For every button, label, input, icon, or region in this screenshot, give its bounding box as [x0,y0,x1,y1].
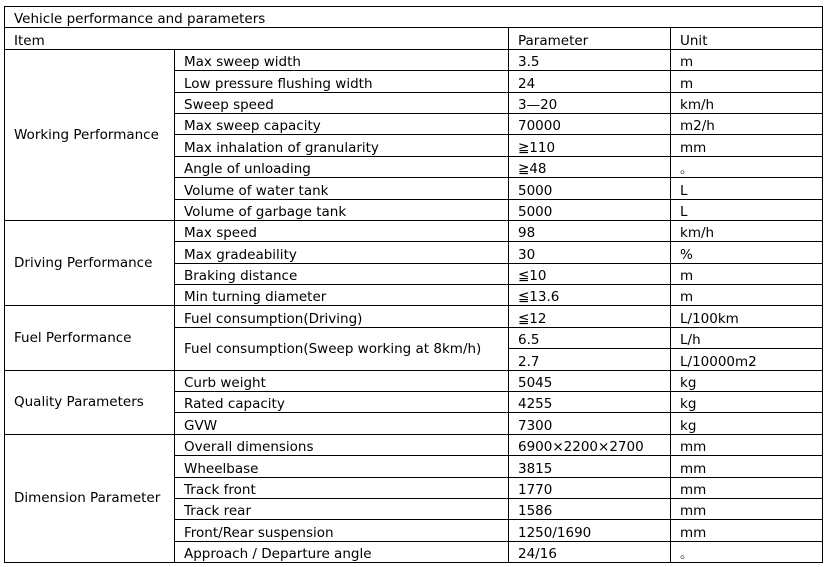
param-cell: 6900×2200×2700 [509,434,671,455]
unit-cell: L/10000m2 [671,349,823,370]
item-cell: Max gradeability [175,242,509,263]
param-cell: 1770 [509,477,671,498]
param-cell: 3.5 [509,49,671,70]
unit-cell: L [671,199,823,220]
unit-cell: L/100km [671,306,823,327]
group-dimension-parameter: Dimension Parameter [5,434,175,562]
table-row [5,370,823,391]
param-cell: ≧110 [509,135,671,156]
group-quality-parameters: Quality Parameters [5,370,175,434]
item-cell: Max speed [175,220,509,241]
unit-cell: L/h [671,327,823,348]
unit-cell: 。 [671,541,823,562]
item-cell: Max inhalation of granularity [175,135,509,156]
item-cell: Overall dimensions [175,434,509,455]
param-cell: 5000 [509,199,671,220]
item-cell: Volume of water tank [175,178,509,199]
unit-cell: mm [671,498,823,519]
param-cell: 6.5 [509,327,671,348]
item-cell: Fuel consumption(Sweep working at 8km/h) [175,327,509,370]
unit-cell: kg [671,392,823,413]
unit-cell: 。 [671,156,823,177]
table-row [5,434,823,455]
group-working-performance: Working Performance [5,49,175,220]
item-cell: Braking distance [175,263,509,284]
item-cell: Volume of garbage tank [175,199,509,220]
param-cell: 30 [509,242,671,263]
table-row [5,306,823,327]
item-cell: Angle of unloading [175,156,509,177]
item-cell: Track front [175,477,509,498]
unit-cell: km/h [671,220,823,241]
unit-cell: m2/h [671,113,823,134]
unit-cell: mm [671,434,823,455]
header-unit: Unit [671,28,823,49]
param-cell: 3—20 [509,92,671,113]
title-row [5,7,823,28]
unit-cell: m [671,285,823,306]
param-cell: 5000 [509,178,671,199]
item-cell: Rated capacity [175,392,509,413]
table-row [5,220,823,241]
unit-cell: kg [671,370,823,391]
vehicle-parameters-table [4,6,823,563]
table-row [5,49,823,70]
unit-cell: m [671,49,823,70]
param-cell: ≧48 [509,156,671,177]
param-cell: 24 [509,71,671,92]
unit-cell: mm [671,477,823,498]
item-cell: Low pressure flushing width [175,71,509,92]
unit-cell: m [671,71,823,92]
param-cell: 1586 [509,498,671,519]
param-cell: ≦13.6 [509,285,671,306]
item-cell: Front/Rear suspension [175,520,509,541]
group-fuel-performance: Fuel Performance [5,306,175,370]
unit-cell: mm [671,456,823,477]
header-item: Item [5,28,509,49]
param-cell: 3815 [509,456,671,477]
param-cell: 2.7 [509,349,671,370]
unit-cell: % [671,242,823,263]
header-parameter: Parameter [509,28,671,49]
unit-cell: km/h [671,92,823,113]
item-cell: Fuel consumption(Driving) [175,306,509,327]
item-cell: GVW [175,413,509,434]
unit-cell: kg [671,413,823,434]
header-row [5,28,823,49]
item-cell: Track rear [175,498,509,519]
unit-cell: mm [671,135,823,156]
unit-cell: mm [671,520,823,541]
param-cell: 98 [509,220,671,241]
param-cell: ≦10 [509,263,671,284]
param-cell: 7300 [509,413,671,434]
item-cell: Max sweep capacity [175,113,509,134]
item-cell: Curb weight [175,370,509,391]
item-cell: Approach / Departure angle [175,541,509,562]
item-cell: Max sweep width [175,49,509,70]
param-cell: ≦12 [509,306,671,327]
unit-cell: m [671,263,823,284]
group-driving-performance: Driving Performance [5,220,175,306]
item-cell: Min turning diameter [175,285,509,306]
item-cell: Sweep speed [175,92,509,113]
unit-cell: L [671,178,823,199]
item-cell: Wheelbase [175,456,509,477]
table-title: Vehicle performance and parameters [5,7,823,28]
param-cell: 70000 [509,113,671,134]
param-cell: 4255 [509,392,671,413]
param-cell: 1250/1690 [509,520,671,541]
param-cell: 24/16 [509,541,671,562]
param-cell: 5045 [509,370,671,391]
